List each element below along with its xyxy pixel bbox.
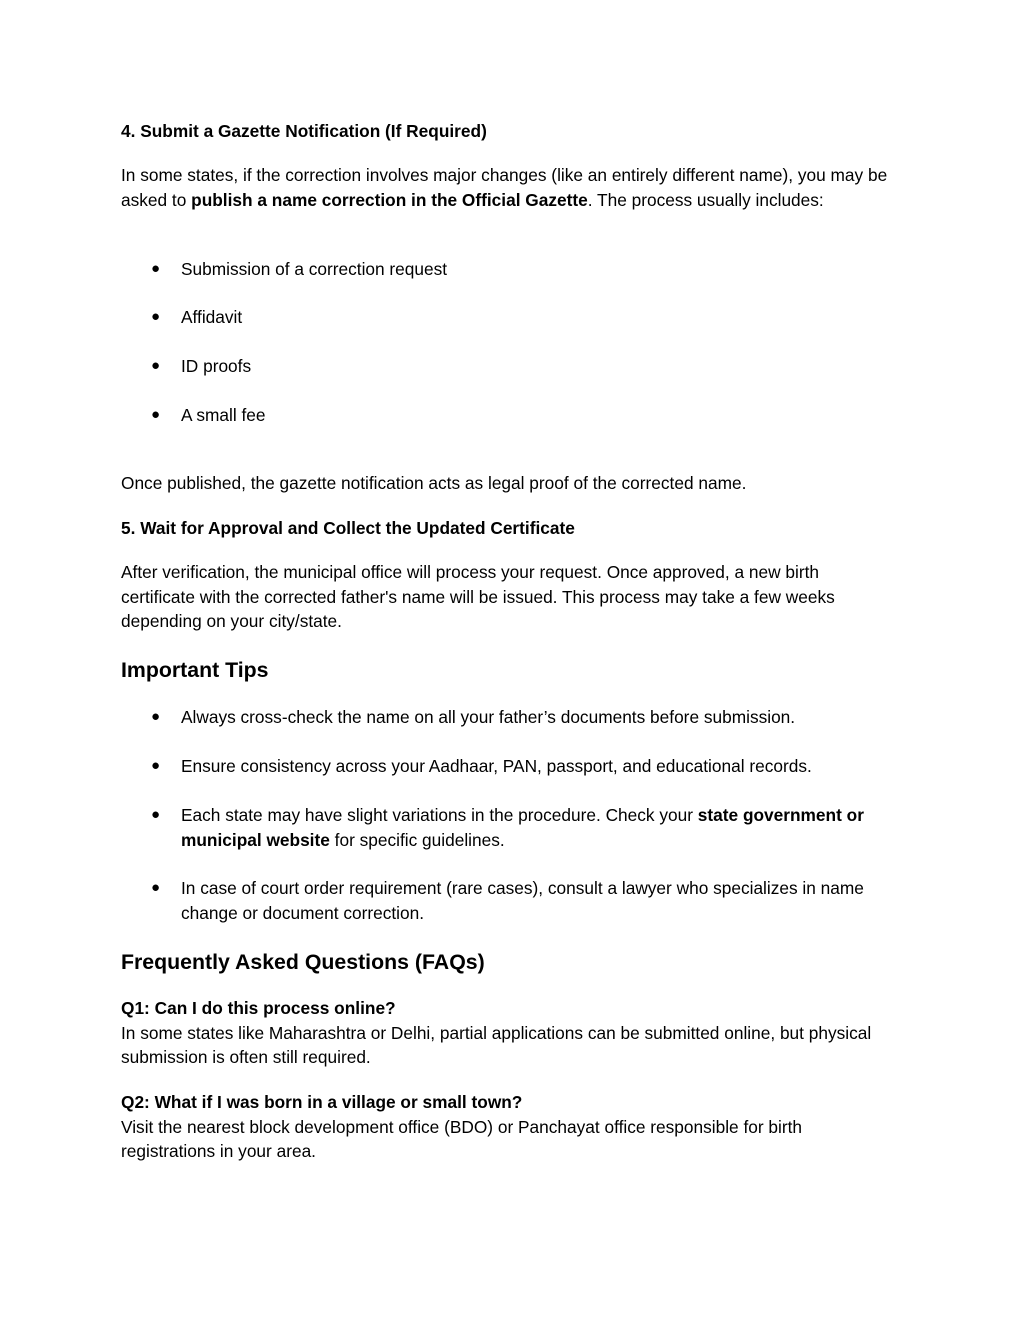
section-5-heading: 5. Wait for Approval and Collect the Updated Certificate [121,518,575,538]
faq-question: Q2: What if I was born in a village or small town? [121,1092,523,1112]
tip-3-text-end: for specific guidelines. [329,829,505,850]
bullet-icon: ● [151,308,161,325]
bullet-icon: ● [151,757,161,774]
section-4-heading: 4. Submit a Gazette Notification (If Required) [121,121,487,141]
bullet-icon: ● [151,806,161,823]
tips-heading: Important Tips [121,658,269,682]
section-4-intro [121,163,896,212]
tip-3-text: Each state may have slight variations in the procedure. Check your [181,805,698,825]
list-item-text: Always cross-check the name on all your father’s documents before submission. [181,707,796,727]
bullet-icon: ● [151,357,161,374]
faq-item [121,1090,896,1164]
faq-item [121,996,896,1070]
list-item-text: Ensure consistency across your Aadhaar, PAN, passport, and educational records. [181,756,812,776]
bullet-icon: ● [151,708,161,725]
faqs-heading: Frequently Asked Questions (FAQs) [121,950,485,974]
section-5-body: After verification, the municipal office will process your request. Once approved, a new birth certificate with the corrected father's name will be issued. This process may take a few weeks depending on your city/state. [121,562,835,631]
faq-answer: In some states like Maharashtra or Delhi, partial applications can be submitted online, but physical submission is often still required. [121,1022,872,1067]
faq-question: Q1: Can I do this process online? [121,998,396,1018]
section-4-intro-text: In some states, if the correction involves major changes (like an entirely different name), you may be asked to [121,165,888,210]
section-4-intro-bold: publish a name correction in the Official Gazette [191,189,588,210]
list-item-text: A small fee [181,405,266,425]
bullet-icon: ● [151,406,161,423]
list-item-text: Submission of a correction request [181,259,448,279]
list-item-text: In case of court order requirement (rare cases), consult a lawyer who specializes in name change or document correction. [181,878,864,923]
list-item-text [181,803,896,852]
bullet-icon: ● [151,879,161,896]
bullet-icon: ● [151,260,161,277]
list-item-text: ID proofs [181,356,252,376]
faq-answer: Visit the nearest block development office (BDO) or Panchayat office responsible for birth registrations in your area. [121,1116,803,1161]
tip-3-bold: state government or municipal website [181,805,864,850]
list-item-text: Affidavit [181,307,243,327]
section-4-outro: Once published, the gazette notification acts as legal proof of the corrected name. [121,473,747,493]
section-4-intro-text-end: . The process usually includes: [587,189,824,210]
